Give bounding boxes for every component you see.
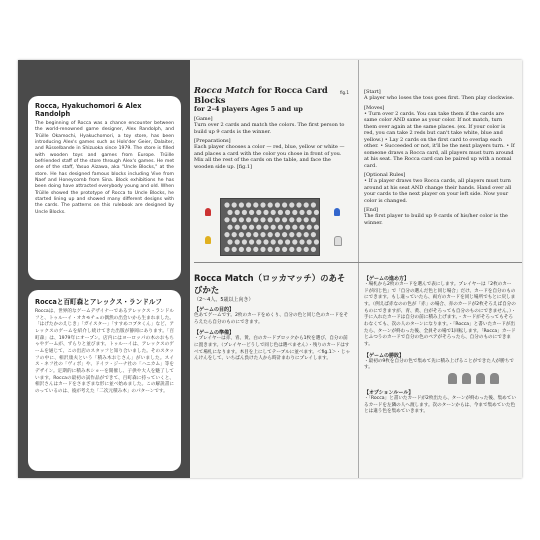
card-token — [263, 239, 268, 244]
card-token — [278, 210, 283, 215]
card-token — [271, 210, 276, 215]
card-token — [249, 225, 254, 230]
card-token — [311, 202, 316, 207]
card-token — [253, 232, 258, 237]
card-token — [260, 247, 265, 252]
jp-section-body: ・最初の9枚を自分の色で集めて先に積み上げることができた人が勝ちです。 — [364, 358, 514, 371]
card-token — [242, 239, 247, 244]
history-card-english — [28, 96, 181, 280]
section-body: Each player chooses a color — red, blue, yellow or white —and places a card with the color you chose in front of you. Mix all the rest of the cards on the table, and face the wooden side up. [fig.1] — [194, 144, 345, 170]
rules-title — [194, 86, 352, 105]
card-token — [246, 202, 251, 207]
card-token — [246, 247, 251, 252]
section-body: • Turn over 2 cards. You can take them if the cards are same color AND same as your color. If not match, turn them over again at the same places. (ex. If your color is red, you can take 2 reds but can't take white, blue and yellow.) • Lay 2 cards on the first card to overlap each other. • Succeeded or not, it'll be the next players turn. • If someone draws a Rocca card, all players must turn around at his seat. The Rocca card can be paired up with a nomal card. — [364, 110, 515, 169]
card-token — [289, 247, 294, 252]
card-token — [275, 217, 280, 222]
game-board-figure — [220, 198, 320, 256]
card-token — [253, 217, 258, 222]
card-token — [260, 232, 265, 237]
card-token — [307, 210, 312, 215]
card-token — [246, 232, 251, 237]
card-token — [299, 210, 304, 215]
card-token — [256, 239, 261, 244]
card-grid-figure — [221, 199, 319, 255]
red-pawn-icon — [205, 208, 211, 216]
history-card-japanese — [28, 290, 181, 471]
pawn-icon — [462, 373, 471, 384]
card-token — [268, 247, 273, 252]
card-token — [224, 232, 229, 237]
jp-section-head: 【ゲームの目的】 — [194, 307, 235, 313]
jp-pawn-row — [364, 372, 516, 386]
history-card-body: The beginning of Rocca was a chance encounter between the world-renowned game designer, Alex Randolph, and Trüille Okamochi, Hyakuchomori, a toy store, has been introducing Alex's games such as Hols'der Geier, Dalaiter, and Rüsselbande in Shizuoka since 1979. The store is filled with wooden toys and games from Europe. Trüille befriended staff of the store through Alex's games. He met one of the staff, Yasuo Aizawa, aka "Uncle Blocks," at the store. He has designed famous blocks including Vive from Naef and Honeycomb from Sina. Block exhibitions he has been doing have attracted everybody young and old. When Trüille showed the prototype of Rocca to Uncle Blocks, he started lining up and showed many different designs with the cards. The patterns on this rulebook are designed by Uncle Blocks. — [35, 121, 174, 215]
english-rules-right — [364, 86, 516, 226]
title-rest: for Rocca Card Blocks — [194, 85, 328, 105]
card-token — [311, 247, 316, 252]
card-token — [260, 202, 265, 207]
card-token — [307, 225, 312, 230]
section-head: [Start] — [364, 89, 381, 95]
card-token — [271, 239, 276, 244]
card-token — [232, 217, 237, 222]
card-token — [278, 239, 283, 244]
jp-rules-subtitle: （2〜4人、5歳以上向き） — [194, 297, 254, 303]
card-token — [304, 247, 309, 252]
card-token — [289, 217, 294, 222]
card-token — [299, 239, 304, 244]
jp-section-body: 色あてゲームです。2枚のカードをめくり、自分の色と同じ色のカードをそろえたら自分のものにできます。 — [194, 313, 349, 325]
pawn-icon — [490, 373, 499, 384]
jp-section-head: 【オプションルール】 — [364, 389, 414, 396]
section-head: [Moves] — [364, 104, 385, 111]
card-token — [289, 232, 294, 237]
card-token — [253, 247, 258, 252]
pawn-icon — [476, 373, 485, 384]
card-token — [314, 225, 319, 230]
card-token — [311, 232, 316, 237]
card-token — [235, 225, 240, 230]
section-head: [End] — [364, 207, 378, 213]
rules-subtitle: for 2–4 players Ages 5 and up — [194, 105, 303, 114]
card-token — [285, 210, 290, 215]
jp-section-body: ・場札から2枚のカードを選んで表にします。プレイヤーは「2枚のカードが同じ色」で「自分の選んだ色と同じ場合」だけ、カードを自分のものにできます。もし違っていたら、両方のカードを同じ場所でもとに戻します。（例えば赤なのの色が「赤」の場合、赤のカードが2枚そろえば自分のものにできますが、青、黄、白がそろっても自分のものにできません。）・手に入れたカードは自分の前に積み上げます。・カードがそろってもそろわなくても、次の人のターンになります。・「Rocca」と書いたカードが出たら、ターンが終わった後、全員その場で1回転します。「Rocca」カードとふつうのカードで自分の色のペアがそろったら、自分のものにできます。 — [364, 282, 516, 347]
card-token — [285, 239, 290, 244]
card-token — [232, 232, 237, 237]
card-token — [275, 232, 280, 237]
card-token — [278, 225, 283, 230]
card-token — [232, 247, 237, 252]
card-token — [282, 232, 287, 237]
japanese-rules-left — [194, 272, 352, 363]
card-token — [235, 239, 240, 244]
card-token — [299, 225, 304, 230]
card-token — [260, 217, 265, 222]
card-token — [271, 225, 276, 230]
card-token — [235, 210, 240, 215]
card-token — [239, 247, 244, 252]
card-token — [268, 217, 273, 222]
card-token — [304, 217, 309, 222]
card-token — [296, 217, 301, 222]
blue-pawn-icon — [334, 208, 340, 216]
card-token — [224, 217, 229, 222]
card-token — [285, 225, 290, 230]
card-token — [282, 202, 287, 207]
card-token — [314, 210, 319, 215]
card-token — [263, 210, 268, 215]
section-head: [Game] — [194, 116, 213, 123]
card-token — [256, 210, 261, 215]
card-token — [239, 202, 244, 207]
card-token — [282, 247, 287, 252]
card-token — [282, 217, 287, 222]
column-divider — [358, 60, 359, 478]
jp-section-body: ・プレイヤーは赤、青、黄、白のカードブロックから1枚を選び、自分の前に置きます。（プレイヤーどうしで同じ色は選べません）・残りのカードはすべて場札になります。木目を上にしてテーブルに並べます。＜fig.1＞・じゃんけんをして、いちばん負けた人から時計まわりにプレイします。 — [194, 336, 351, 362]
card-token — [292, 239, 297, 244]
card-token — [304, 202, 309, 207]
card-token — [292, 225, 297, 230]
japanese-rules-right — [364, 272, 516, 416]
jp-rules-title: Rocca Match（ロッカマッチ）のあそびかた — [194, 273, 346, 295]
section-head: [Optional Rules] — [364, 172, 406, 178]
card-token — [232, 202, 237, 207]
card-token — [292, 210, 297, 215]
title-italic: Rocca Match — [194, 85, 255, 95]
card-token — [307, 239, 312, 244]
english-rules-left — [194, 86, 352, 170]
card-token — [314, 239, 319, 244]
history-card-title-jp: Roccaと百町森とアレックス・ランドルフ — [35, 298, 162, 306]
jp-section-head: 【ゲームの準備】 — [194, 330, 235, 337]
card-token — [249, 210, 254, 215]
history-card-title: Rocca, Hyakuchomori & Alex Randolph — [35, 102, 142, 118]
card-token — [224, 202, 229, 207]
card-token — [242, 210, 247, 215]
card-token — [239, 217, 244, 222]
card-token — [253, 202, 258, 207]
history-card-body-jp: Roccaは、世界的なゲームデザイナーであるアレックス・ランドルフと、トゥルーイ・オカモチェの偶然の出会いから生まれました。「はげたかのえじき」「ガイスター」「すすめコブタくん」など、アレックスのゲームを紹介し続けてきた出版が静岡にあります。「百町森」は、1979年にオープン。店内にはヨーロッパの木のおもちゃやゲームが、ずらりと並びます。トゥルーイは、アレックスのゲームを通じて、この出店のスタッフと知り合いました。そのスタッフの中に、相沢康夫という「積み木おじさん」がいました。スイス・ネフ社の「ヴィボ」や、ドイツ・ジーナ社の「ハニカム」等をデザイン。定期的に積み木ショーを開催し、子供や大人を魅了しています。Roccaの最初の試作品ができて、百町森に持っていくと、相沢さんはカードをさまざまな形に並べ始めました。この解説書にのっているのは、彼が考えた「二次元積み木」のパターンです。 — [35, 309, 174, 394]
card-token — [289, 202, 294, 207]
card-token — [275, 202, 280, 207]
section-body: A player who loses the toss goes first. Then play clockwise. — [364, 95, 515, 101]
card-token — [227, 210, 232, 215]
section-body: The first player to build up 9 cards of his/her color is the winner. — [364, 213, 508, 226]
card-token — [268, 202, 273, 207]
section-head: [Preparations] — [194, 138, 231, 145]
section-body: Turn over 2 cards and match the colors. The first person to build up 9 cards is the winner. — [194, 122, 345, 135]
jp-section-head: 【ゲームの進め方】 — [364, 276, 410, 282]
section-divider — [194, 262, 522, 263]
card-token — [296, 202, 301, 207]
card-token — [249, 239, 254, 244]
fig-label: fig.1 — [340, 90, 349, 95]
card-token — [239, 232, 244, 237]
jp-section-head: 【ゲームの勝敗】 — [364, 352, 405, 359]
card-token — [275, 247, 280, 252]
card-token — [227, 239, 232, 244]
card-token — [227, 225, 232, 230]
section-body: • If a player draws two Rocca cards, all players must turn around at his seat AND change their hands. Hand over all your cards to the next player on your left side. Now your color is changed. — [364, 178, 512, 204]
card-token — [242, 225, 247, 230]
card-token — [304, 232, 309, 237]
card-token — [256, 225, 261, 230]
card-token — [311, 217, 316, 222]
yellow-pawn-icon — [205, 236, 211, 244]
card-token — [263, 225, 268, 230]
rulebook-sheet — [18, 60, 522, 478]
card-token — [246, 217, 251, 222]
card-token — [296, 232, 301, 237]
white-pawn-icon — [334, 236, 342, 246]
jp-section-body: ・「Rocca」と書いたカードが2枚出たら、ターンが終わった後、集めているカードを左隣の人へ渡します。次のターンからは、今まで集めていた色とは違う色を集めていきます。 — [364, 395, 516, 415]
card-token — [296, 247, 301, 252]
card-token — [268, 232, 273, 237]
pawn-icon — [448, 373, 457, 384]
card-token — [224, 247, 229, 252]
